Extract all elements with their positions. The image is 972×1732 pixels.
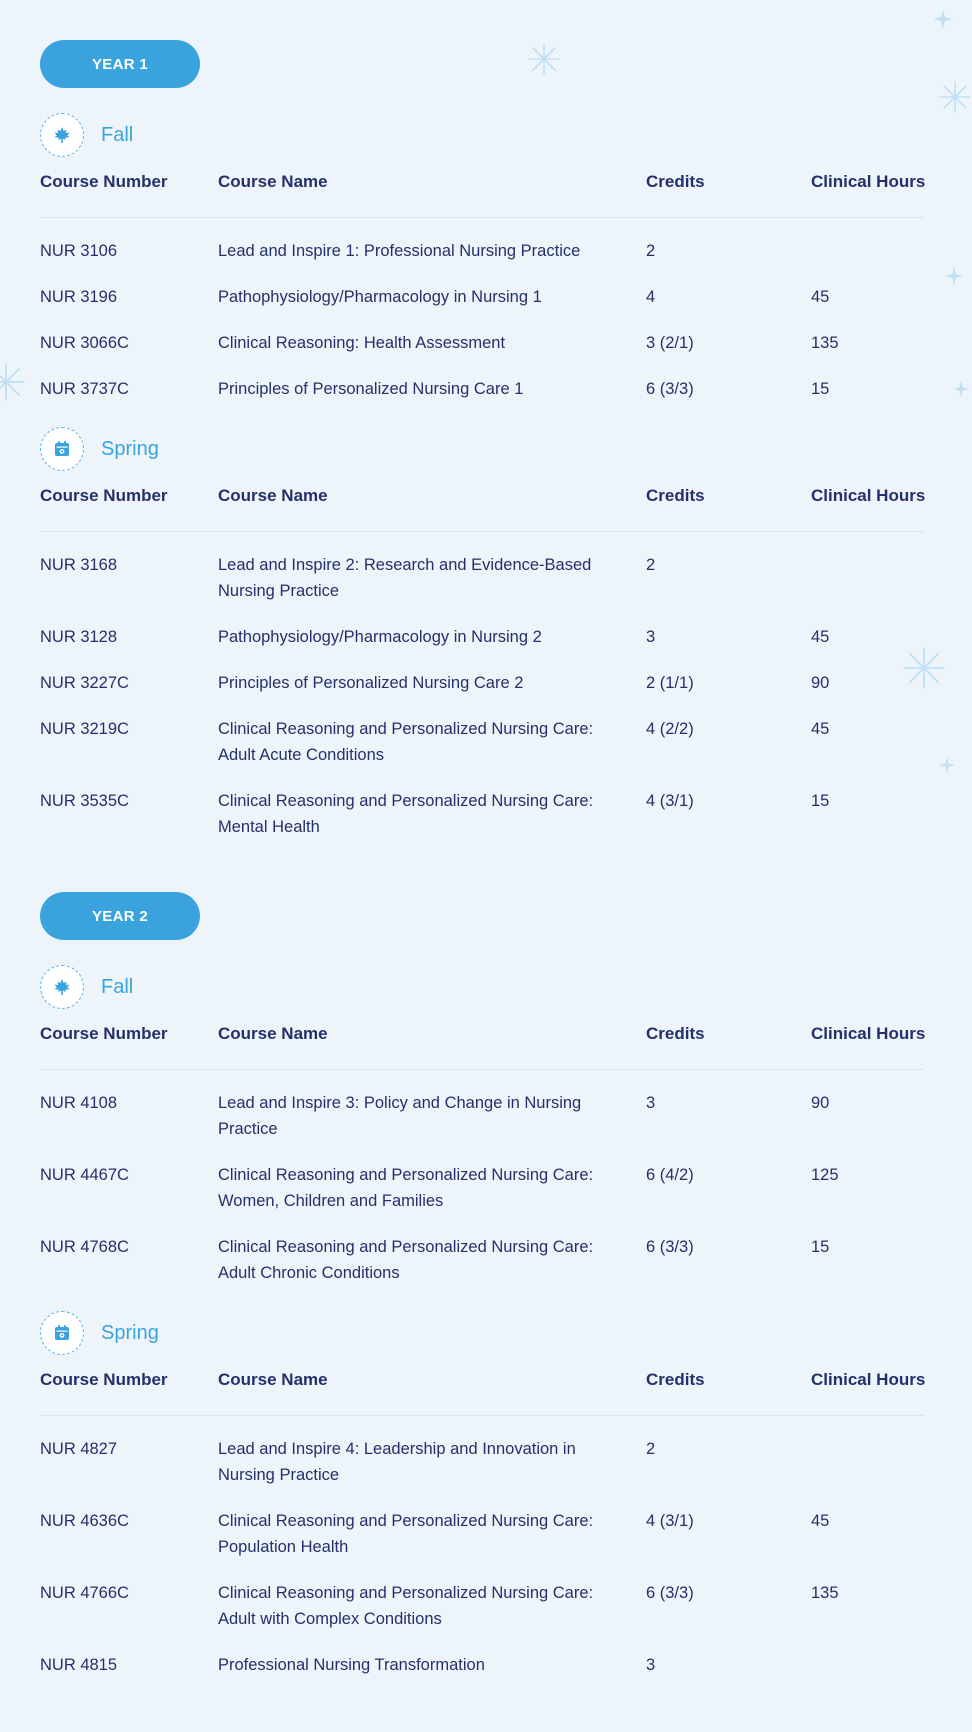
course-credits: 3 xyxy=(646,628,656,646)
course-name: Lead and Inspire 1: Professional Nursing Practice xyxy=(218,242,581,260)
course-name: Pathophysiology/Pharmacology in Nursing 1 xyxy=(218,288,542,306)
table-row xyxy=(40,1652,924,1678)
term-section xyxy=(40,111,924,402)
year-badge: YEAR 2 xyxy=(40,892,200,940)
table-row xyxy=(40,1436,924,1488)
column-header-clinical-hours: Clinical Hours xyxy=(811,1024,926,1043)
course-clinical-hours: 45 xyxy=(811,628,830,646)
course-number: NUR 3128 xyxy=(40,628,118,646)
course-name: Clinical Reasoning and Personalized Nursing Care: Adult with Complex Conditions xyxy=(218,1584,594,1628)
course-clinical-hours: 90 xyxy=(811,674,830,692)
course-list xyxy=(40,218,924,402)
column-header-course-name: Course Name xyxy=(218,172,328,191)
table-row xyxy=(40,670,924,696)
course-number: NUR 4108 xyxy=(40,1094,118,1112)
course-clinical-hours: 125 xyxy=(811,1166,839,1184)
course-name: Clinical Reasoning and Personalized Nursing Care: Adult Acute Conditions xyxy=(218,720,594,764)
course-list xyxy=(40,1416,924,1678)
course-number: NUR 3106 xyxy=(40,242,118,260)
course-name: Principles of Personalized Nursing Care 1 xyxy=(218,380,524,398)
table-row xyxy=(40,624,924,650)
course-credits: 4 (3/1) xyxy=(646,792,694,810)
table-row xyxy=(40,788,924,840)
table-row xyxy=(40,1580,924,1632)
table-header xyxy=(40,167,924,197)
maple-leaf-icon xyxy=(52,125,72,145)
course-credits: 3 (2/1) xyxy=(646,334,694,352)
term-title: Spring xyxy=(101,437,159,460)
course-number: NUR 4827 xyxy=(40,1440,118,1458)
sparkle-icon xyxy=(932,8,954,30)
course-number: NUR 3737C xyxy=(40,380,129,398)
table-row xyxy=(40,238,924,264)
table-row xyxy=(40,552,924,604)
snowflake-icon xyxy=(0,362,26,402)
table-row xyxy=(40,1234,924,1286)
term-section xyxy=(40,963,924,1286)
calendar-flower-icon xyxy=(52,1323,72,1343)
course-number: NUR 4766C xyxy=(40,1584,129,1602)
course-number: NUR 3066C xyxy=(40,334,129,352)
course-number: NUR 4768C xyxy=(40,1238,129,1256)
course-clinical-hours: 135 xyxy=(811,334,839,352)
maple-leaf-icon xyxy=(40,965,84,1009)
course-credits: 6 (3/3) xyxy=(646,380,694,398)
course-clinical-hours: 135 xyxy=(811,1584,839,1602)
course-credits: 2 xyxy=(646,242,656,260)
table-row xyxy=(40,716,924,768)
column-header-course-number: Course Number xyxy=(40,1024,168,1043)
course-clinical-hours: 45 xyxy=(811,1512,830,1530)
maple-leaf-icon xyxy=(40,113,84,157)
course-clinical-hours: 15 xyxy=(811,1238,830,1256)
term-header xyxy=(40,963,924,1011)
course-name: Lead and Inspire 3: Policy and Change in Nursing Practice xyxy=(218,1094,582,1138)
course-clinical-hours: 15 xyxy=(811,380,830,398)
term-title: Spring xyxy=(101,1321,159,1344)
column-header-course-number: Course Number xyxy=(40,1370,168,1389)
course-credits: 6 (4/2) xyxy=(646,1166,694,1184)
course-list xyxy=(40,1070,924,1286)
year-section xyxy=(40,892,924,1678)
course-name: Clinical Reasoning: Health Assessment xyxy=(218,334,506,352)
course-credits: 4 (3/1) xyxy=(646,1512,694,1530)
table-row xyxy=(40,1162,924,1214)
course-name: Lead and Inspire 4: Leadership and Innovation in Nursing Practice xyxy=(218,1440,576,1484)
course-credits: 2 (1/1) xyxy=(646,674,694,692)
table-header xyxy=(40,1365,924,1395)
course-number: NUR 3196 xyxy=(40,288,118,306)
term-header xyxy=(40,1309,924,1357)
sparkle-icon xyxy=(944,266,964,286)
course-number: NUR 3227C xyxy=(40,674,129,692)
column-header-clinical-hours: Clinical Hours xyxy=(811,172,926,191)
term-title: Fall xyxy=(101,975,134,998)
course-name: Principles of Personalized Nursing Care 2 xyxy=(218,674,524,692)
sparkle-icon xyxy=(952,380,970,398)
course-name: Professional Nursing Transformation xyxy=(218,1656,485,1674)
table-row xyxy=(40,1508,924,1560)
column-header-clinical-hours: Clinical Hours xyxy=(811,486,926,505)
calendar-flower-icon xyxy=(40,427,84,471)
course-clinical-hours: 90 xyxy=(811,1094,830,1112)
course-number: NUR 3168 xyxy=(40,556,118,574)
course-credits: 4 (2/2) xyxy=(646,720,694,738)
course-number: NUR 3535C xyxy=(40,792,129,810)
table-row xyxy=(40,376,924,402)
course-credits: 2 xyxy=(646,1440,656,1458)
column-header-credits: Credits xyxy=(646,1024,705,1043)
table-row xyxy=(40,1090,924,1142)
course-clinical-hours: 45 xyxy=(811,720,830,738)
column-header-credits: Credits xyxy=(646,486,705,505)
course-clinical-hours: 45 xyxy=(811,288,830,306)
course-credits: 4 xyxy=(646,288,656,306)
term-header xyxy=(40,425,924,473)
course-name: Clinical Reasoning and Personalized Nursing Care: Women, Children and Families xyxy=(218,1166,594,1210)
course-name: Lead and Inspire 2: Research and Evidence-Based Nursing Practice xyxy=(218,556,592,600)
course-name: Pathophysiology/Pharmacology in Nursing 2 xyxy=(218,628,542,646)
term-title: Fall xyxy=(101,123,134,146)
course-name: Clinical Reasoning and Personalized Nursing Care: Mental Health xyxy=(218,792,594,836)
snowflake-icon xyxy=(938,80,972,114)
course-number: NUR 4467C xyxy=(40,1166,129,1184)
column-header-course-name: Course Name xyxy=(218,1024,328,1043)
column-header-credits: Credits xyxy=(646,172,705,191)
column-header-course-name: Course Name xyxy=(218,1370,328,1389)
course-credits: 6 (3/3) xyxy=(646,1238,694,1256)
term-section xyxy=(40,1309,924,1678)
column-header-course-number: Course Number xyxy=(40,486,168,505)
course-credits: 6 (3/3) xyxy=(646,1584,694,1602)
course-name: Clinical Reasoning and Personalized Nursing Care: Population Health xyxy=(218,1512,594,1556)
column-header-course-number: Course Number xyxy=(40,172,168,191)
course-number: NUR 3219C xyxy=(40,720,129,738)
calendar-flower-icon xyxy=(52,439,72,459)
course-credits: 3 xyxy=(646,1656,656,1674)
table-header xyxy=(40,481,924,511)
course-name: Clinical Reasoning and Personalized Nursing Care: Adult Chronic Conditions xyxy=(218,1238,594,1282)
year-badge: YEAR 1 xyxy=(40,40,200,88)
calendar-flower-icon xyxy=(40,1311,84,1355)
course-clinical-hours: 15 xyxy=(811,792,830,810)
column-header-credits: Credits xyxy=(646,1370,705,1389)
course-list xyxy=(40,532,924,840)
sparkle-icon xyxy=(938,756,956,774)
table-row xyxy=(40,284,924,310)
column-header-clinical-hours: Clinical Hours xyxy=(811,1370,926,1389)
course-credits: 3 xyxy=(646,1094,656,1112)
year-section xyxy=(40,40,924,840)
maple-leaf-icon xyxy=(52,977,72,997)
term-header xyxy=(40,111,924,159)
course-number: NUR 4636C xyxy=(40,1512,129,1530)
table-header xyxy=(40,1019,924,1049)
course-number: NUR 4815 xyxy=(40,1656,118,1674)
table-row xyxy=(40,330,924,356)
term-section xyxy=(40,425,924,840)
curriculum xyxy=(40,40,924,1678)
column-header-course-name: Course Name xyxy=(218,486,328,505)
course-credits: 2 xyxy=(646,556,656,574)
